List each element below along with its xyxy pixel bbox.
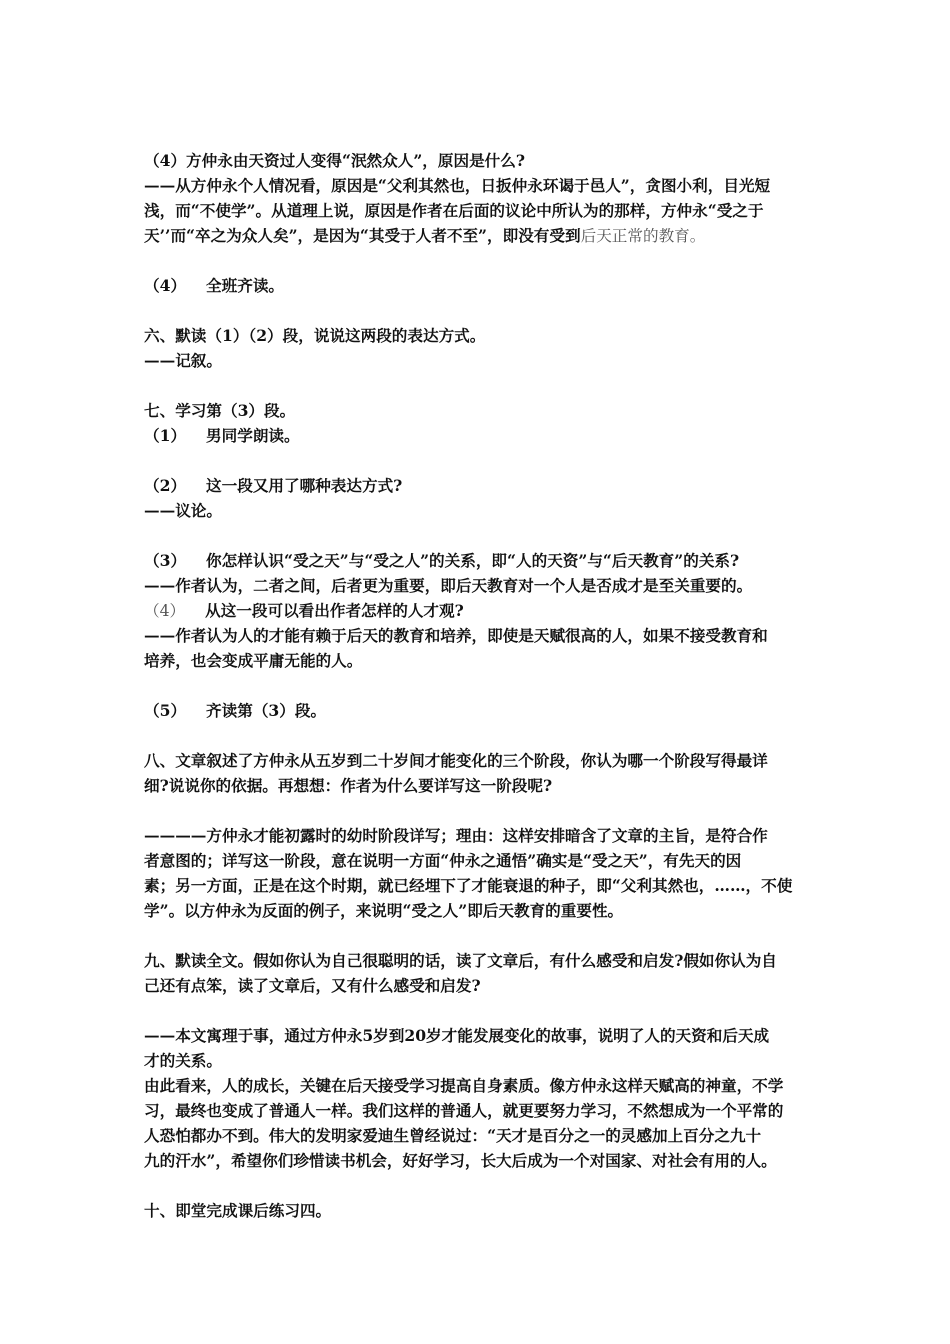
section-nine-answer: 习，最终也变成了普通人一样。我们这样的普通人，就更要努力学习，不然想成为一个平常的 (144, 1101, 784, 1120)
answer-text-gray: 后天正常的教育。 (580, 227, 706, 245)
item-label: （2） (144, 476, 187, 495)
seven-item-1 (144, 426, 300, 446)
section-seven-heading: 七、学习第（3）段。 (144, 401, 296, 420)
section-eight-answer: 素；另一方面，正是在这个时期，就已经埋下了才能衰退的种子，即“父利其然也，……，不使 (144, 876, 793, 895)
item-label: （1） (144, 426, 187, 445)
section-nine-answer: 才的关系。 (144, 1051, 222, 1070)
seven-item-4-answer: ——作者认为人的才能有赖于后天的教育和培养，即使是天赋很高的人，如果不接受教育和 (144, 626, 768, 645)
section-eight-answer: 者意图的；详写这一阶段，意在说明一方面“仲永之通悟”确实是“受之天”，有先天的因 (144, 851, 742, 870)
item-text: 这一段又用了哪种表达方式? (206, 476, 403, 495)
question-4-heading: （4）方仲永由天资过人变得“泯然众人”，原因是什么? (144, 151, 525, 170)
section-six-heading: 六、默读（1）（2）段，说说这两段的表达方式。 (144, 326, 486, 345)
answer-text: 天’’而“卒之为众人矣”，是因为“其受于人者不至”，即没有受到 (144, 226, 581, 245)
seven-item-4-answer: 培养，也会变成平庸无能的人。 (144, 651, 363, 670)
seven-item-2 (144, 476, 402, 496)
step-text: 全班齐读。 (206, 276, 285, 295)
section-eight-answer: 学”。以方仲永为反面的例子，来说明“受之人”即后天教育的重要性。 (144, 901, 624, 920)
item-label: （4） (144, 602, 186, 620)
seven-item-4 (144, 601, 464, 621)
step-read-together (144, 276, 284, 296)
seven-item-3 (144, 551, 739, 571)
answer-line (144, 226, 705, 246)
step-label: （4） (144, 276, 187, 295)
item-label: （3） (144, 551, 187, 570)
item-text: 齐读第（3）段。 (206, 701, 327, 720)
seven-item-3-answer: ——作者认为，二者之间，后者更为重要，即后天教育对一个人是否成才是至关重要的。 (144, 576, 753, 595)
section-nine-heading: 九、默读全文。假如你认为自己很聪明的话，读了文章后，有什么感受和启发?假如你认为自 (144, 951, 777, 970)
item-text: 你怎样认识“受之天”与“受之人”的关系，即“人的天资”与“后天教育”的关系? (206, 551, 740, 570)
section-nine-answer: 九的汗水”，希望你们珍惜读书机会，好好学习，长大后成为一个对国家、对社会有用的人。 (144, 1151, 777, 1170)
seven-item-2-answer: ——议论。 (144, 501, 222, 520)
section-nine-answer: 由此看来，人的成长，关键在后天接受学习提高自身素质。像方仲永这样天赋高的神童，不学 (144, 1076, 784, 1095)
answer-line: 浅，而“不使学”。从道理上说，原因是作者在后面的议论中所认为的那样，方仲永“受之于 (144, 201, 764, 220)
seven-item-5 (144, 701, 326, 721)
item-text: 从这一段可以看出作者怎样的人才观? (205, 601, 464, 620)
section-nine-heading: 己还有点笨，读了文章后，又有什么感受和启发? (144, 976, 481, 995)
answer-line: ——从方仲永个人情况看，原因是“父利其然也，日扳仲永环谒于邑人”，贪图小利，目光短 (144, 176, 771, 195)
section-nine-answer: ——本文寓理于事，通过方仲永5岁到20岁才能发展变化的故事，说明了人的天资和后天成 (144, 1026, 770, 1045)
section-eight-heading: 八、文章叙述了方仲永从五岁到二十岁间才能变化的三个阶段，你认为哪一个阶段写得最详 (144, 751, 768, 770)
section-ten-heading: 十、即堂完成课后练习四。 (144, 1201, 332, 1220)
section-eight-answer: ————方仲永才能初露时的幼时阶段详写；理由：这样安排暗含了文章的主旨，是符合作 (144, 826, 768, 845)
item-text: 男同学朗读。 (206, 426, 300, 445)
section-six-answer: ——记叙。 (144, 351, 222, 370)
section-nine-answer: 人恐怕都办不到。伟大的发明家爱迪生曾经说过：“天才是百分之一的灵感加上百分之九十 (144, 1126, 762, 1145)
item-label: （5） (144, 701, 187, 720)
section-eight-heading: 细?说说你的依据。再想想：作者为什么要详写这一阶段呢? (144, 776, 553, 795)
